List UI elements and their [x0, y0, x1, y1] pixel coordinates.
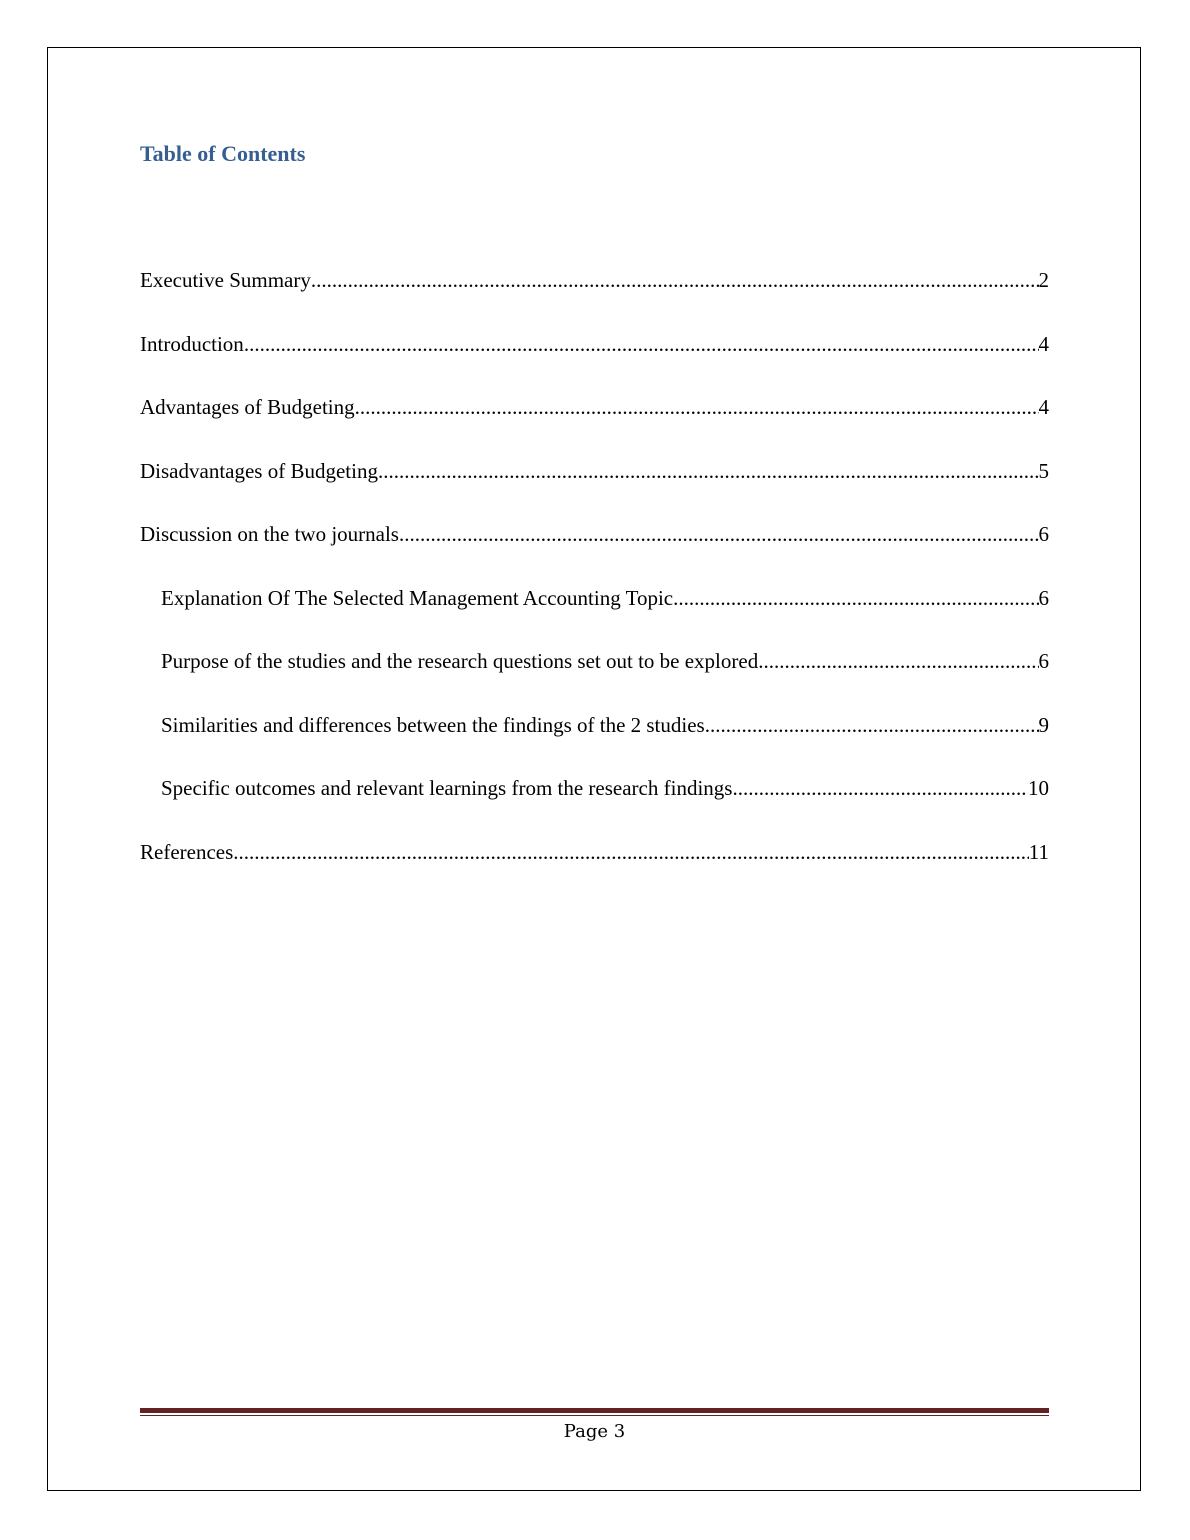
toc-entry-label: Discussion on the two journals	[140, 522, 399, 546]
toc-leader-dots	[355, 391, 1039, 423]
toc-entry-references[interactable]	[140, 836, 1049, 900]
toc-entry-similarities[interactable]	[140, 709, 1049, 773]
toc-entry-label: Executive Summary	[140, 268, 311, 292]
toc-leader-dots	[233, 836, 1028, 868]
toc-leader-dots	[244, 328, 1039, 360]
toc-leader-dots	[732, 772, 1028, 804]
toc-entry-label: Advantages of Budgeting	[140, 395, 355, 419]
toc-entry-page: 9	[1038, 712, 1049, 737]
toc-entry-disadvantages[interactable]	[140, 455, 1049, 519]
toc-leader-dots	[311, 264, 1039, 296]
toc-entry-page: 2	[1038, 268, 1049, 292]
toc-entry-label: References	[140, 839, 234, 864]
toc-entry-label: Specific outcomes and relevant learnings from the research findings	[161, 776, 733, 800]
toc-entry-explanation[interactable]	[140, 582, 1049, 646]
toc-leader-dots	[399, 518, 1039, 550]
toc-entry-label: Explanation Of The Selected Management Accounting Topic	[161, 585, 674, 610]
toc-title: Table of Contents	[140, 141, 306, 166]
toc-leader-dots	[758, 645, 1038, 677]
toc-entry-page: 6	[1038, 585, 1049, 610]
toc-entry-outcomes[interactable]	[140, 772, 1049, 836]
footer-rule-thin	[140, 1415, 1049, 1416]
toc-list	[140, 264, 1049, 899]
toc-entry-label: Introduction	[140, 331, 244, 356]
toc-entry-discussion[interactable]	[140, 518, 1049, 582]
footer-rule-thick	[140, 1408, 1049, 1413]
toc-entry-label: Purpose of the studies and the research questions set out to be explored	[161, 649, 759, 673]
toc-leader-dots	[673, 582, 1038, 614]
toc-entry-page: 4	[1038, 331, 1049, 356]
toc-entry-page: 11	[1028, 839, 1049, 864]
toc-entry-introduction[interactable]	[140, 328, 1049, 392]
toc-entry-page: 5	[1038, 458, 1049, 483]
toc-entry-page: 10	[1028, 776, 1049, 800]
toc-entry-advantages[interactable]	[140, 391, 1049, 455]
toc-entry-purpose[interactable]	[140, 645, 1049, 709]
toc-entry-page: 6	[1038, 522, 1049, 546]
toc-leader-dots	[378, 455, 1039, 487]
page-number: Page 3	[563, 1421, 626, 1442]
toc-leader-dots	[705, 709, 1039, 741]
toc-entry-executive-summary[interactable]	[140, 264, 1049, 328]
toc-entry-label: Similarities and differences between the findings of the 2 studies	[161, 712, 705, 737]
toc-entry-page: 6	[1038, 649, 1049, 673]
toc-entry-label: Disadvantages of Budgeting	[140, 458, 378, 483]
toc-entry-page: 4	[1038, 395, 1049, 419]
